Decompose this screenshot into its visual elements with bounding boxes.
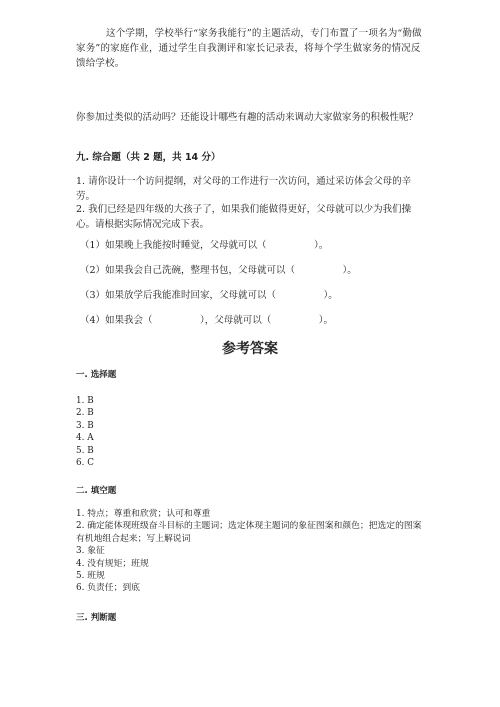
answer-row: 5. 班规 [76, 571, 105, 582]
answer-row: 3. B [76, 420, 94, 431]
answer-row: 1. 特点；尊重和欣赏；认可和尊重 [76, 509, 211, 519]
answer-row: 2. B [76, 408, 94, 419]
answer-row: 2. 确定能体现班级奋斗目标的主题词；选定体现主题词的象征图案和颜色；把选定的图案有机地组合起来；写上解说词 [76, 521, 422, 544]
answer-key-title: 参考答案 [222, 341, 278, 357]
answer-row: 4. A [76, 433, 94, 444]
intro-paragraph-2: 你参加过类似的活动吗？还能设计哪些有趣的活动来调动大家做家务的积极性呢？ [76, 112, 419, 123]
answer-list-fill [76, 508, 426, 595]
fill-item-1: （1）如果晚上我能按时睡觉，父母就可以（ ）。 [80, 240, 329, 251]
intro-paragraph-1: 这个学期，学校举行“家务我能行”的主题活动，专门布置了一项名为“勤做家务”的家庭作业，通过学生自我测评和家长记录表，将每个学生做家务的情况反馈给学校。 [76, 28, 422, 69]
answer-section-choice-heading: 一. 选择题 [76, 370, 117, 380]
answer-row: 1. B [76, 396, 94, 406]
answer-section-fill-heading: 二. 填空题 [76, 486, 117, 496]
answer-row: 6. C [76, 458, 94, 469]
answer-section-judge-heading: 三. 判断题 [76, 613, 117, 623]
fill-item-3: （3）如果放学后我能准时回家，父母就可以（ ）。 [80, 290, 338, 301]
question-2: 2. 我们已经是四年级的大孩子了，如果我们能做得更好，父母就可以少为我们操心。请根据实际情况完成下表。 [76, 204, 412, 230]
question-1: 1. 请你设计一个访问提纲，对父母的工作进行一次访问，通过采访体会父母的辛劳。 [76, 176, 412, 202]
fill-item-2: （2）如果我会自己洗碗，整理书包，父母就可以（ ）。 [80, 265, 357, 276]
answer-row: 3. 象征 [76, 546, 105, 557]
answer-list-choice [76, 395, 426, 469]
answer-row: 4. 没有规矩；班规 [76, 558, 149, 569]
answer-row: 5. B [76, 445, 94, 456]
fill-item-4: （4）如果我会（ ），父母就可以（ ）。 [80, 315, 334, 326]
answer-row: 6. 负责任；到底 [76, 583, 140, 594]
section-9-heading: 九. 综合题（共 2 题，共 14 分） [76, 152, 221, 163]
